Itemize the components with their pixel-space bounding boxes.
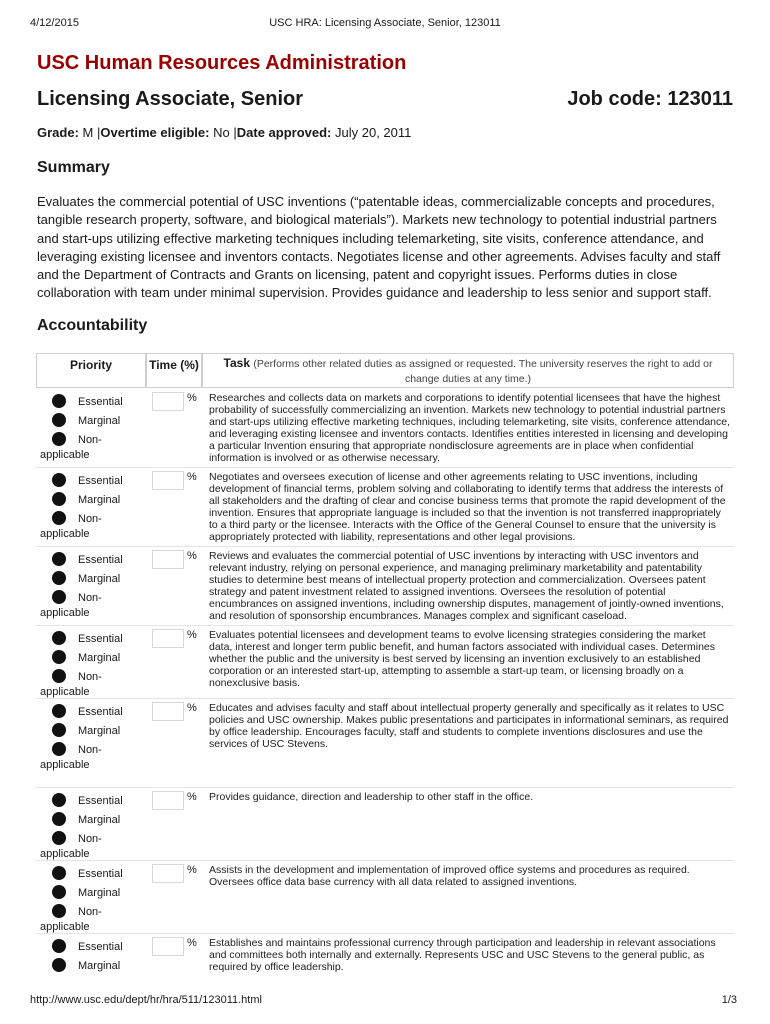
task-description: Educates and advises faculty and staff about intellectual property generally and specifically as it relates to USC policies and USC ownership. Makes public presentations and participates in informational seminars, as required by office leadership. Encourages faculty, staff and students to complete inventions disclosures and use the services of USC Stevens. (209, 702, 729, 751)
priority-option-label: Essential (78, 941, 123, 953)
priority-option-label: Essential (78, 706, 123, 718)
time-percent-input[interactable] (152, 937, 184, 956)
row-divider (36, 546, 734, 547)
priority-option-label: Marginal (78, 415, 121, 427)
priority-option-label: Essential (78, 795, 123, 807)
priority-option-label: applicable (40, 759, 90, 771)
radio-button-icon[interactable] (52, 413, 66, 427)
percent-sign: % (187, 471, 197, 483)
job-title: Licensing Associate, Senior (37, 88, 304, 110)
radio-button-icon[interactable] (52, 866, 66, 880)
priority-option-label: Essential (78, 868, 123, 880)
time-percent-input[interactable] (152, 550, 184, 569)
task-header-note: (Performs other related duties as assigned or requested. The university reserves the right to add or change duties at any time.) (253, 358, 713, 385)
print-date: 4/12/2015 (30, 17, 79, 29)
priority-option-label: Marginal (78, 960, 121, 972)
task-description: Establishes and maintains professional currency through participation and leadership in relevant associations and committees both internally and externally. Represents USC and USC Stevens to the general public, as required by office leadership. (209, 937, 716, 974)
task-description: Reviews and evaluates the commercial potential of USC inventions by interacting with USC inventors and relevant industry, relying on personal experience, and managing preliminary marketability and patentability studies to determine best means of intellectual property protection and commercialization. Oversees patent strategy and patent investment related to assigned inventions. Oversees the resolution of potential encumbrances on assigned inventions, including ownership disputes, management of jointly-owned inventions, and resolution of sponsorship encumbrances. Manages complex and significant caseload. (209, 550, 724, 623)
radio-button-icon[interactable] (52, 394, 66, 408)
priority-option-label: Essential (78, 396, 123, 408)
time-percent-input[interactable] (152, 791, 184, 810)
meta-separator: | (97, 125, 101, 140)
date-approved-label: Date approved: (236, 125, 332, 140)
priority-option-label: Non- (78, 592, 102, 604)
overtime-value: No (213, 125, 230, 140)
task-description: Assists in the development and implementation of improved office systems and procedures as required. Oversees office data base currency with all data related to assigned inventions. (209, 864, 690, 889)
percent-sign: % (187, 702, 197, 714)
radio-button-icon[interactable] (52, 831, 66, 845)
priority-option-label: Essential (78, 633, 123, 645)
priority-option-label: applicable (40, 607, 90, 619)
footer-page-number: 1/3 (721, 994, 737, 1006)
job-code: Job code: 123011 (567, 88, 733, 110)
task-description: Negotiates and oversees execution of license and other agreements relating to USC inventions, including development of financial terms, problem solving and collaborating to identify terms that address the interests of all stakeholders and the drafting of clear and concise business terms that promote the rapid development of the invention. Ensures that appropriate language is included so that the invention is not transferred inappropriately to a third party or the licensee. Interacts with the Office of the General Counsel to ensure that the university is appropriately protected with liability, representations and other legal provisions. (209, 471, 726, 544)
radio-button-icon[interactable] (52, 669, 66, 683)
row-divider (36, 787, 734, 788)
summary-text: Evaluates the commercial potential of USC inventions (“patentable ideas, commercializable concepts and procedures, tangible research property, software, and biological materials”). Markets new technology to potential industrial partners and start-ups utilizing effective marketing techniques including telemarketing, site visits, conference attendance, and leveraging existing licensee and inventors contacts. Negotiates license and other agreements. Advises faculty and staff and the Department of Contracts and Grants on licensing, patent and copyright issues. Performs duties in close collaboration with team under minimal supervision. Provides guidance and leadership to less senior and support staff. (37, 194, 721, 301)
summary-heading: Summary (37, 159, 110, 176)
percent-sign: % (187, 392, 197, 404)
priority-option-label: Non- (78, 434, 102, 446)
priority-option-label: Marginal (78, 887, 121, 899)
task-description: Provides guidance, direction and leadership to other staff in the office. (209, 791, 534, 803)
radio-button-icon[interactable] (52, 793, 66, 807)
meta-separator: | (233, 125, 237, 140)
task-description: Evaluates potential licensees and development teams to evolve licensing strategies considering the market data, interest and longer term public benefit, and human factors associated with individual cases. Determines whether the public and the university is best served by licensing an invention exclusively to an established corporation or an interested start-up, attempting to assemble a start-up team, or licensing broadly on a nonexclusive basis. (209, 629, 716, 690)
print-page-title: USC HRA: Licensing Associate, Senior, 123011 (269, 17, 501, 29)
priority-option-label: Marginal (78, 573, 121, 585)
priority-column-header: Priority (36, 353, 146, 388)
priority-option-label: Marginal (78, 725, 121, 737)
percent-sign: % (187, 629, 197, 641)
row-divider (36, 933, 734, 934)
radio-button-icon[interactable] (52, 631, 66, 645)
radio-button-icon[interactable] (52, 742, 66, 756)
priority-option-label: Non- (78, 833, 102, 845)
row-divider (36, 625, 734, 626)
time-percent-input[interactable] (152, 471, 184, 490)
percent-sign: % (187, 550, 197, 562)
radio-button-icon[interactable] (52, 552, 66, 566)
row-divider (36, 860, 734, 861)
task-description: Researches and collects data on markets and corporations to identify potential licensees that have the highest probability of successfully commercializing an invention. Markets new technology to potential industrial partners and start-ups utilizing effective marketing techniques, including telemarketing, site visits, conference attendance, and leveraging existing licensee and inventors contacts. Identifies entities interested in licensing and developing a particular Invention ensuring that appropriate nondisclosure agreements are in place when confidential information is involved or as otherwise necessary. (209, 392, 731, 465)
radio-button-icon[interactable] (52, 432, 66, 446)
radio-button-icon[interactable] (52, 511, 66, 525)
radio-button-icon[interactable] (52, 904, 66, 918)
priority-option-label: Essential (78, 475, 123, 487)
footer-url: http://www.usc.edu/dept/hr/hra/511/123011.html (30, 994, 262, 1006)
radio-button-icon[interactable] (52, 958, 66, 972)
task-column-header (202, 353, 734, 388)
priority-option-label: applicable (40, 921, 90, 933)
row-divider (36, 467, 734, 468)
grade-label: Grade: (37, 125, 79, 140)
radio-button-icon[interactable] (52, 590, 66, 604)
percent-sign: % (187, 864, 197, 876)
radio-button-icon[interactable] (52, 571, 66, 585)
radio-button-icon[interactable] (52, 492, 66, 506)
priority-option-label: Marginal (78, 814, 121, 826)
priority-option-label: applicable (40, 686, 90, 698)
priority-option-label: Non- (78, 906, 102, 918)
org-name: USC Human Resources Administration (37, 52, 407, 74)
priority-option-label: applicable (40, 528, 90, 540)
grade-value: M (82, 125, 94, 140)
time-percent-input[interactable] (152, 629, 184, 648)
priority-option-label: applicable (40, 449, 90, 461)
radio-button-icon[interactable] (52, 473, 66, 487)
time-percent-input[interactable] (152, 702, 184, 721)
percent-sign: % (187, 937, 197, 949)
priority-option-label: Non- (78, 744, 102, 756)
row-divider (36, 698, 734, 699)
radio-button-icon[interactable] (52, 939, 66, 953)
radio-button-icon[interactable] (52, 704, 66, 718)
priority-option-label: Non- (78, 513, 102, 525)
time-percent-input[interactable] (152, 392, 184, 411)
task-header-label: Task (223, 356, 250, 370)
time-column-header: Time (%) (146, 353, 202, 388)
priority-option-label: Marginal (78, 652, 121, 664)
radio-button-icon[interactable] (52, 885, 66, 899)
percent-sign: % (187, 791, 197, 803)
radio-button-icon[interactable] (52, 812, 66, 826)
date-approved-value: July 20, 2011 (335, 125, 412, 140)
job-meta (37, 125, 411, 140)
radio-button-icon[interactable] (52, 650, 66, 664)
time-percent-input[interactable] (152, 864, 184, 883)
priority-option-label: Essential (78, 554, 123, 566)
priority-option-label: applicable (40, 848, 90, 860)
priority-option-label: Marginal (78, 494, 121, 506)
radio-button-icon[interactable] (52, 723, 66, 737)
priority-option-label: Non- (78, 671, 102, 683)
overtime-label: Overtime eligible: (100, 125, 210, 140)
accountability-heading: Accountability (37, 317, 148, 334)
